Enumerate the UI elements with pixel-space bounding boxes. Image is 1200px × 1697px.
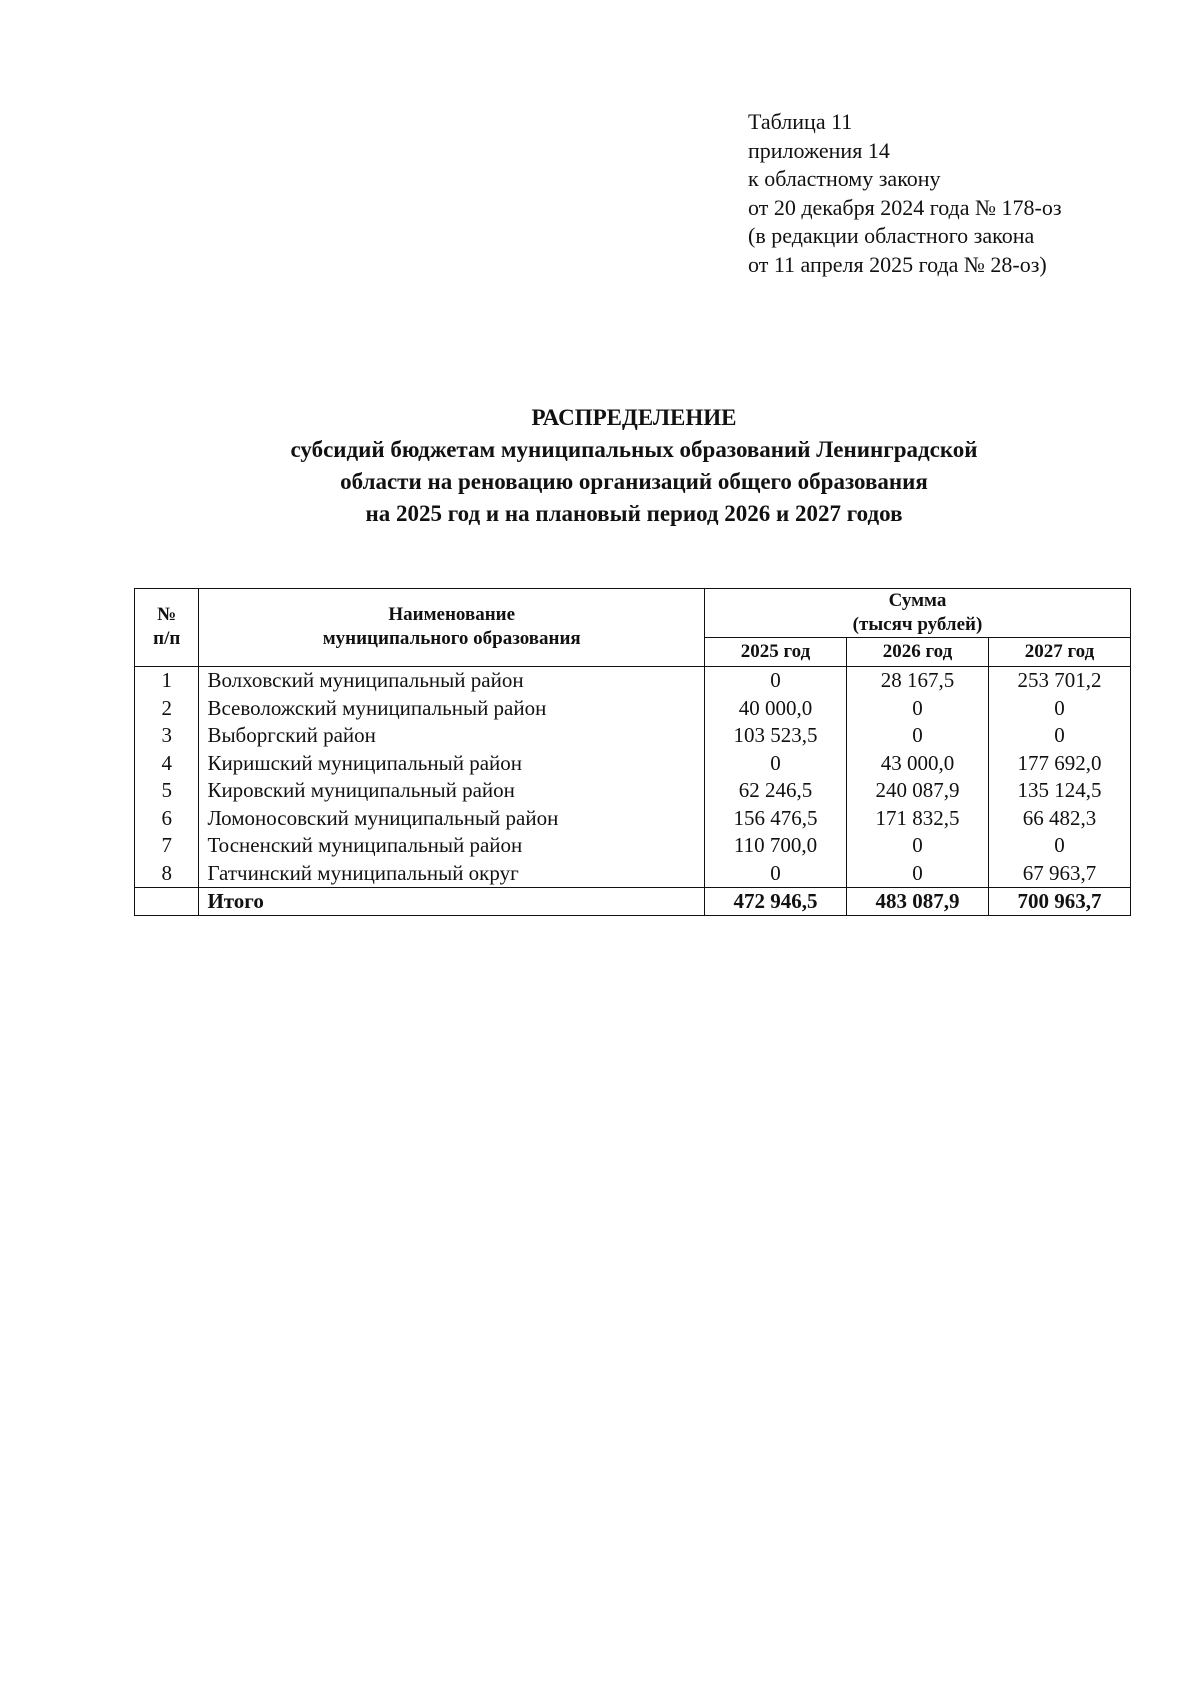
title-line-4: на 2025 год и на плановый период 2026 и 2027 годов (365, 501, 903, 526)
row-number: 7 (135, 832, 199, 860)
appendix-line-law-date: от 20 декабря 2024 года № 178-оз (748, 194, 1062, 220)
table-row (135, 694, 1131, 722)
row-value-2025: 0 (704, 666, 846, 694)
table-header-row (135, 589, 1131, 638)
row-value-2027: 135 124,5 (988, 777, 1130, 805)
row-value-2025: 0 (704, 749, 846, 777)
row-number: 6 (135, 804, 199, 832)
row-value-2026: 0 (846, 694, 988, 722)
row-value-2027: 0 (988, 722, 1130, 750)
appendix-line-table-number: Таблица 11 (748, 109, 853, 134)
header-year-2025: 2025 год (704, 638, 846, 667)
row-municipality: Выборгский район (199, 722, 705, 750)
title-line-3: области на реновацию организаций общего образования (340, 469, 928, 494)
row-number: 8 (135, 859, 199, 887)
row-value-2027: 66 482,3 (988, 804, 1130, 832)
row-value-2026: 0 (846, 859, 988, 887)
row-value-2027: 0 (988, 694, 1130, 722)
row-value-2025: 62 246,5 (704, 777, 846, 805)
title-line-2: субсидий бюджетам муниципальных образований Ленинградской (290, 437, 978, 462)
row-municipality: Гатчинский муниципальный округ (199, 859, 705, 887)
total-value-2025: 472 946,5 (704, 887, 846, 916)
row-value-2025: 110 700,0 (704, 832, 846, 860)
header-municipality (199, 589, 705, 667)
distribution-table (134, 588, 1131, 916)
total-number-empty (135, 887, 199, 916)
appendix-reference (748, 108, 1062, 280)
header-sum-line2: (тысяч рублей) (852, 614, 983, 635)
table-row (135, 722, 1131, 750)
row-number: 2 (135, 694, 199, 722)
row-municipality: Всеволожский муниципальный район (199, 694, 705, 722)
row-municipality: Кировский муниципальный район (199, 777, 705, 805)
row-value-2026: 171 832,5 (846, 804, 988, 832)
total-label: Итого (199, 887, 705, 916)
row-municipality: Волховский муниципальный район (199, 666, 705, 694)
title-main: РАСПРЕДЕЛЕНИЕ (531, 405, 737, 430)
row-value-2027: 253 701,2 (988, 666, 1130, 694)
header-name-line1: Наименование (388, 604, 516, 626)
header-year-2026: 2026 год (846, 638, 988, 667)
header-sum-line1: Сумма (888, 590, 947, 611)
row-value-2025: 40 000,0 (704, 694, 846, 722)
row-value-2026: 43 000,0 (846, 749, 988, 777)
total-value-2027: 700 963,7 (988, 887, 1130, 916)
header-year-2027: 2027 год (988, 638, 1130, 667)
header-number-abbrev: п/п (153, 628, 181, 650)
row-value-2025: 103 523,5 (704, 722, 846, 750)
table-row (135, 749, 1131, 777)
row-value-2026: 240 087,9 (846, 777, 988, 805)
table-row (135, 777, 1131, 805)
row-value-2026: 0 (846, 722, 988, 750)
header-name-line2: муниципального образования (322, 628, 581, 650)
row-value-2026: 0 (846, 832, 988, 860)
row-value-2027: 67 963,7 (988, 859, 1130, 887)
row-municipality: Киришский муниципальный район (199, 749, 705, 777)
row-municipality: Ломоносовский муниципальный район (199, 804, 705, 832)
row-value-2027: 0 (988, 832, 1130, 860)
row-value-2026: 28 167,5 (846, 666, 988, 694)
document-title (134, 402, 1134, 530)
appendix-line-annex: приложения 14 (748, 137, 890, 163)
table-row (135, 859, 1131, 887)
appendix-line-edition: (в редакции областного закона (748, 223, 1035, 249)
header-number-symbol: № (157, 604, 177, 626)
row-number: 1 (135, 666, 199, 694)
total-row (135, 887, 1131, 916)
table-row (135, 666, 1131, 694)
header-sum (704, 589, 1130, 638)
row-value-2025: 0 (704, 859, 846, 887)
appendix-line-edition-date: от 11 апреля 2025 года № 28-оз) (748, 251, 1047, 277)
row-value-2025: 156 476,5 (704, 804, 846, 832)
row-number: 3 (135, 722, 199, 750)
header-number (135, 589, 199, 667)
row-number: 5 (135, 777, 199, 805)
row-number: 4 (135, 749, 199, 777)
table-row (135, 832, 1131, 860)
table-row (135, 804, 1131, 832)
row-value-2027: 177 692,0 (988, 749, 1130, 777)
appendix-line-law: к областному закону (748, 166, 941, 192)
row-municipality: Тосненский муниципальный район (199, 832, 705, 860)
total-value-2026: 483 087,9 (846, 887, 988, 916)
